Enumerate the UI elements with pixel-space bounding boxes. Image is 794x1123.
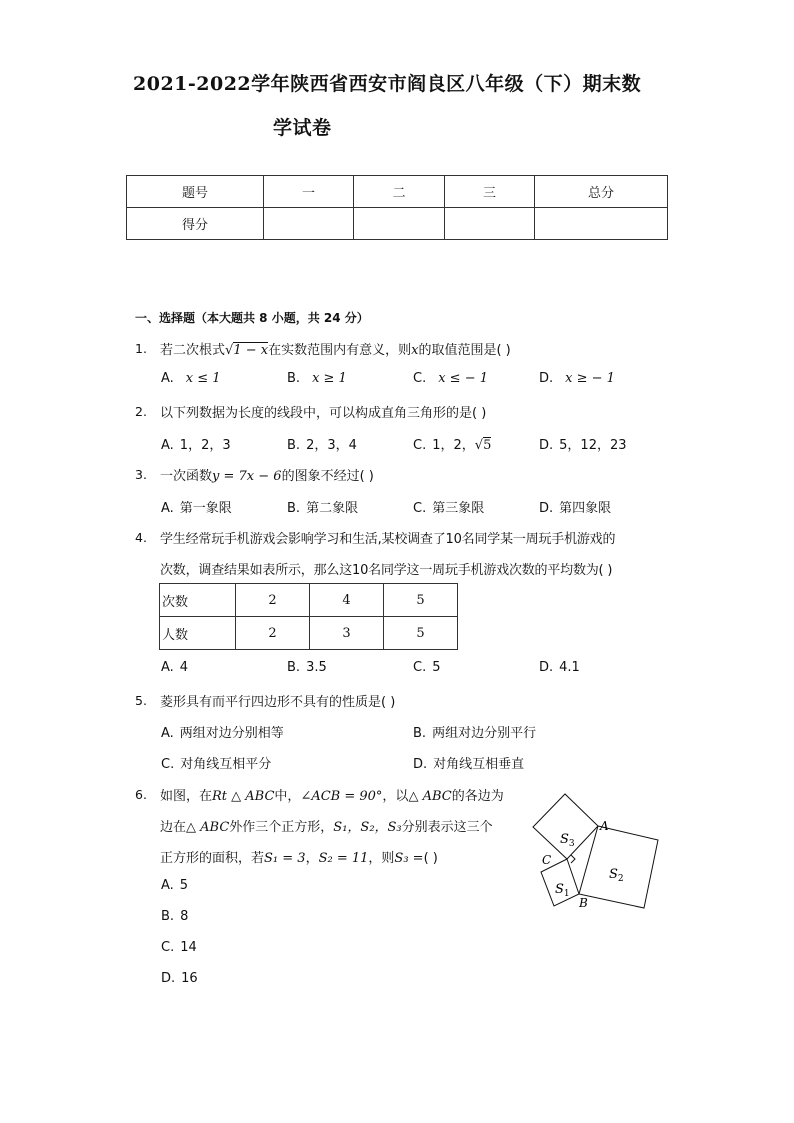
- section-heading: 一、选择题（本大题共 8 小题，共 24 分）: [135, 311, 369, 325]
- option-c: C. 对角线互相平分: [161, 757, 272, 772]
- option-d: D. x ≥ − 1: [539, 371, 615, 386]
- question-5-stem: 菱形具有而平行四边形不具有的性质是( ): [160, 695, 396, 710]
- question-6-line3: 正方形的面积，若S₁ = 3，S₂ = 11，则S₃ =( ): [160, 851, 438, 866]
- table-cell-label: 次数: [160, 584, 236, 617]
- score-cell: [354, 208, 445, 240]
- option-a: A. 5: [161, 878, 189, 893]
- score-cell: [535, 208, 668, 240]
- square-s2: [579, 826, 658, 908]
- option-b: B. x ≥ 1: [287, 371, 347, 386]
- option-d: D. 4.1: [539, 660, 580, 675]
- option-d: D. 5，12，23: [539, 438, 627, 453]
- label-c: C: [542, 853, 552, 867]
- square-s3: [533, 794, 598, 859]
- label-a: A: [600, 819, 609, 833]
- option-b: B. 3.5: [287, 660, 327, 675]
- label-s3: $S_3$: [560, 832, 575, 849]
- option-a: A. 4: [161, 660, 189, 675]
- table-row: [160, 584, 458, 617]
- option-a: A. x ≤ 1: [161, 371, 221, 386]
- q1-pre: 若二次根式: [160, 343, 226, 358]
- right-angle-mark: [571, 855, 575, 863]
- table-cell: 5: [384, 617, 458, 650]
- page-title-line2: 学试卷: [273, 117, 332, 139]
- q1-post: 的取值范围是( ): [418, 343, 511, 358]
- q1-mid: 在实数范围内有意义，则: [268, 343, 412, 358]
- q1-radicand: 1 − x: [233, 343, 269, 358]
- sqrt-sign: √: [225, 343, 234, 358]
- score-table-row: [127, 208, 668, 240]
- question-number: 1.: [135, 341, 147, 356]
- question-4-table: [159, 583, 458, 650]
- label-s2: $S_2$: [609, 867, 624, 884]
- score-header-cell: 一: [264, 176, 354, 208]
- option-d: D. 16: [161, 971, 198, 986]
- table-cell: 4: [310, 584, 384, 617]
- score-table-header-row: [127, 176, 668, 208]
- label-s1: $S_1$: [555, 882, 570, 899]
- question-4-line2: 次数，调查结果如表所示，那么这10名同学这一周玩手机游戏次数的平均数为( ): [160, 563, 613, 578]
- score-cell: [264, 208, 354, 240]
- question-1-stem: [160, 339, 511, 358]
- label-b: B: [579, 896, 588, 910]
- table-row: [160, 617, 458, 650]
- option-a: A. 第一象限: [161, 501, 232, 516]
- option-c: C. 14: [161, 940, 197, 955]
- page-title: 2021-2022学年陕西省西安市阎良区八年级（下）期末数: [133, 73, 642, 95]
- squares-figure: [520, 785, 670, 915]
- option-b: B. 两组对边分别平行: [413, 726, 537, 741]
- question-4-line1: 学生经常玩手机游戏会影响学习和生活,某校调查了10名同学某一周玩手机游戏的: [160, 532, 616, 547]
- question-3-stem: 一次函数y = 7x − 6的图象不经过( ): [160, 469, 374, 484]
- score-header-cell: 二: [354, 176, 445, 208]
- option-c: C. 1，2，√5: [413, 438, 492, 453]
- question-6-line1: 如图，在Rt △ ABC中，∠ACB = 90°，以△ ABC的各边为: [160, 789, 504, 804]
- option-a: A. 1，2，3: [161, 438, 231, 453]
- score-header-cell: 三: [445, 176, 535, 208]
- question-number: 5.: [135, 693, 147, 708]
- option-b: B. 8: [161, 909, 189, 924]
- option-c: C. x ≤ − 1: [413, 371, 489, 386]
- score-header-cell: 题号: [127, 176, 264, 208]
- score-table: [126, 175, 668, 240]
- question-number: 3.: [135, 467, 147, 482]
- score-row-label: 得分: [127, 208, 264, 240]
- score-cell: [445, 208, 535, 240]
- question-number: 6.: [135, 787, 147, 802]
- score-header-cell: 总分: [535, 176, 668, 208]
- table-cell: 2: [236, 617, 310, 650]
- q3-expr: y = 7x − 6: [212, 469, 282, 484]
- option-c: C. 5: [413, 660, 441, 675]
- table-cell-label: 人数: [160, 617, 236, 650]
- table-cell: 3: [310, 617, 384, 650]
- sqrt-radicand: 5: [483, 438, 492, 453]
- option-d: D. 第四象限: [539, 501, 612, 516]
- q1-var: x: [411, 343, 419, 358]
- question-number: 4.: [135, 530, 147, 545]
- table-cell: 5: [384, 584, 458, 617]
- question-6-line2: 边在△ ABC外作三个正方形，S₁，S₂，S₃分别表示这三个: [160, 820, 493, 835]
- question-number: 2.: [135, 404, 147, 419]
- option-d: D. 对角线互相垂直: [413, 757, 525, 772]
- option-b: B. 2，3，4: [287, 438, 357, 453]
- table-cell: 2: [236, 584, 310, 617]
- option-a: A. 两组对边分别相等: [161, 726, 284, 741]
- option-c: C. 第三象限: [413, 501, 485, 516]
- option-b: B. 第二象限: [287, 501, 359, 516]
- question-2-stem: 以下列数据为长度的线段中，可以构成直角三角形的是( ): [160, 406, 487, 421]
